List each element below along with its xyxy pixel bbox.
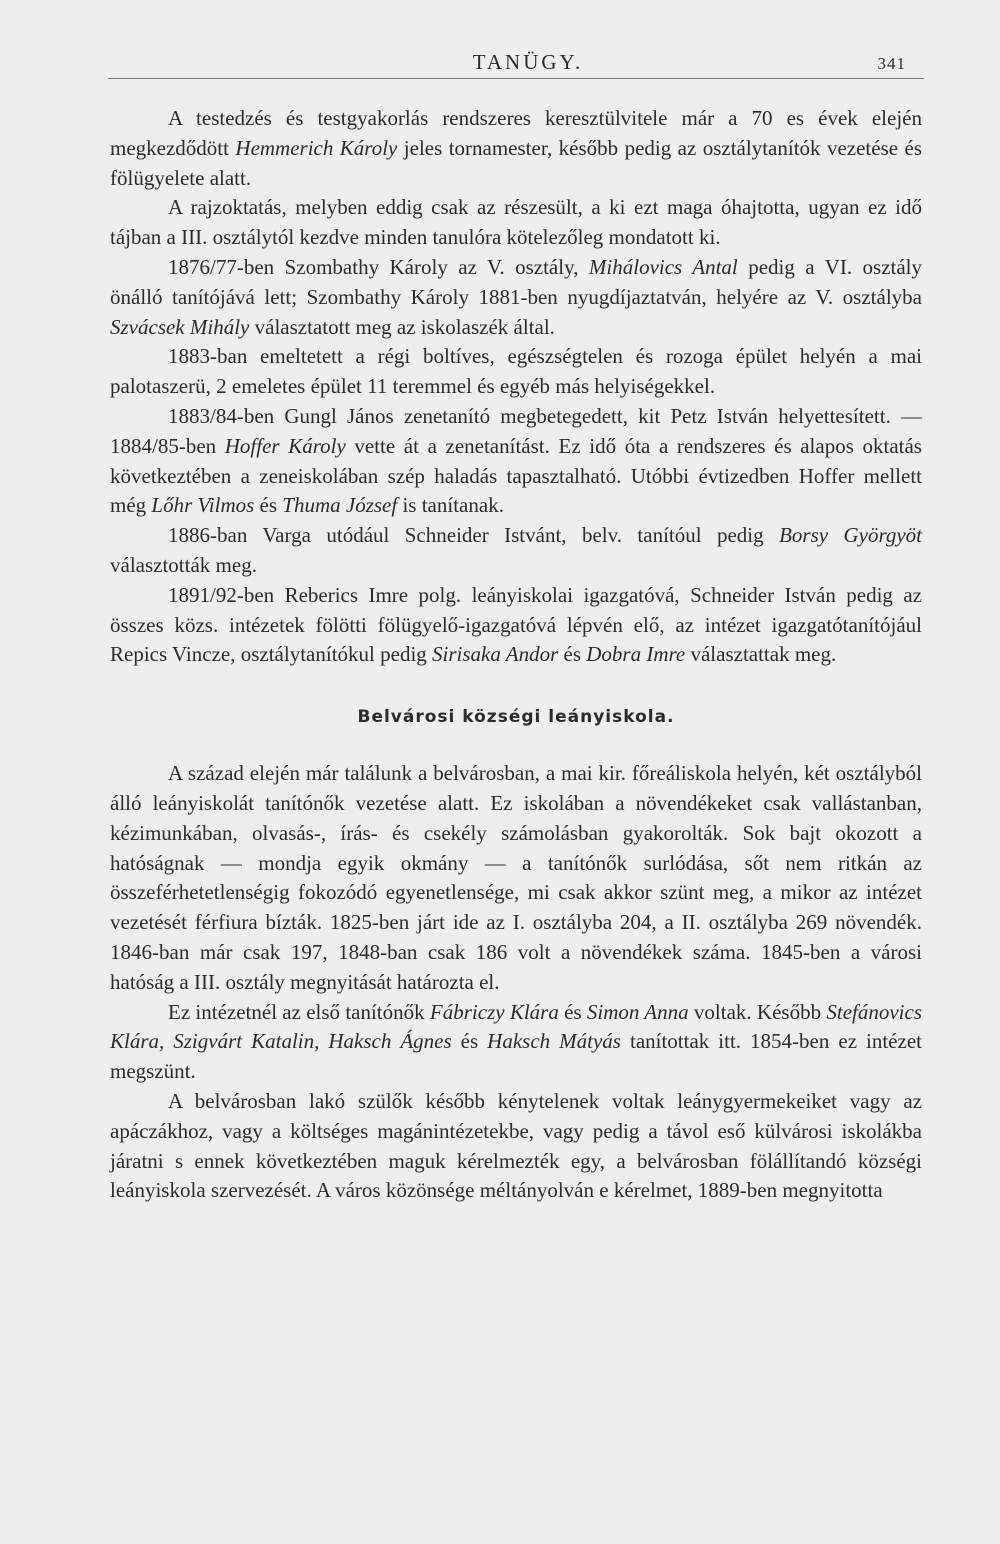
text-run: választattak meg. [685, 642, 837, 667]
paragraph [110, 253, 922, 342]
paragraph [110, 193, 922, 253]
paragraph [110, 1087, 922, 1206]
body-text [110, 104, 922, 1206]
text-run: 1883/84-ben Gungl János zenetanító megbetegedett, kit Petz István helyettesített. — 1884/85-ben [110, 403, 922, 458]
text-run: A belvárosban lakó szülők később kénytelenek voltak leánygyermekeiket vagy az apáczákhoz, vagy a költséges magánintézetekbe, vagy pedig a távol eső külvárosi iskolákba járatni s ennek következtében maguk kérelmezték egy, a belvárosban fölállítandó községi leányiskola szervezését. A város közönsége méltányolván e kérelmet, 1889-ben megnyitotta [110, 1088, 922, 1203]
italic-name: Szvácsek Mihály [110, 314, 250, 339]
paragraphs-after-section [110, 759, 922, 1206]
paragraphs-before-section [110, 104, 922, 670]
text-run: tanítottak itt. 1854-ben ez intézet megszünt. [110, 1029, 922, 1084]
text-run: 1886-ban Varga utódául Schneider Istvánt, belv. tanítóul pedig [168, 523, 780, 548]
text-run: A rajzoktatás, melyben eddig csak az részesült, a ki ezt maga óhajtotta, ugyan ez idő tájban a III. osztálytól kezdve minden tanulóra kötelezőleg mondatott ki. [110, 195, 922, 250]
paragraph [110, 581, 922, 670]
italic-name: Fábriczy Klára [429, 999, 559, 1024]
italic-name: Hemmerich Károly [235, 135, 398, 160]
text-run: 1876/77-ben Szombathy Károly az V. osztály, [168, 254, 589, 279]
section-title: Belvárosi községi leányiskola. [357, 707, 675, 728]
italic-name: Sirisaka Andor [432, 642, 559, 667]
page-number: 341 [877, 54, 906, 73]
text-run: és [558, 999, 587, 1024]
paragraph [110, 402, 922, 521]
text-run: is tanítanak. [397, 493, 504, 518]
italic-name: Borsy Györgyöt [779, 523, 923, 548]
text-run: jeles tornamester, később pedig az osztálytanítók vezetése és fölügyelete alatt. [110, 135, 923, 190]
italic-name: Stefánovics Klára, Szigvárt Katalin, Haksch Ágnes [110, 999, 922, 1054]
italic-name: Mihálovics Antal [588, 254, 738, 279]
text-run: 1883-ban emeltetett a régi boltíves, egészségtelen és rozoga épület helyén a mai palotaszerü, 2 emeletes épület 11 teremmel és egyéb más helyiségekkel. [110, 344, 922, 399]
text-run: és [451, 1029, 488, 1054]
text-run: választották meg. [110, 552, 257, 577]
text-run: és [558, 642, 587, 667]
text-run: és [254, 493, 283, 518]
text-run: vette át a zenetanítást. Ez idő óta a rendszeres és alapos oktatás következtében a zeneiskolában szép haladás tapasztalható. Utóbbi évtizedben Hoffer mellett még [110, 433, 922, 518]
page-header [108, 44, 924, 84]
italic-name: Lőhr Vilmos [151, 493, 255, 518]
header-rule [108, 78, 924, 79]
paragraph [110, 104, 922, 193]
italic-name: Dobra Imre [586, 642, 686, 667]
paragraph [110, 342, 922, 402]
text-run: A század elején már találunk a belvárosban, a mai kir. főreáliskola helyén, két osztályból álló leányiskolát tanítónők vezetése alatt. Ez iskolában a növendékeket csak vallástanban, kézimunkában, olvasás-, írás- és csekély számolásban gyakorolták. Sok bajt okozott a hatóságnak — mondja egyik okmány — a tanítónők surlódása, sőt nem ritkán az összeférhetetlenségig fokozódó egyenetlensége, mi csak akkor szünt meg, a mikor az intézet vezetését férfiura bízták. 1825-ben járt ide az I. osztályba 204, a II. osztályba 269 növendék. 1846-ban már csak 197, 1848-ban csak 186 volt a növendékek száma. 1845-ben a városi hatóság a III. osztály megnyitását határozta el. [110, 761, 922, 994]
italic-name: Hoffer Károly [224, 433, 346, 458]
paragraph [110, 521, 922, 581]
running-title: TANÜGY. [472, 50, 584, 74]
text-run: 1891/92-ben Reberics Imre polg. leányiskolai igazgatóvá, Schneider István pedig az összes közs. intézetek fölötti fölügyelő-igazgatóvá lépvén elő, az intézet igazgatótanítójául Repics Vincze, osztálytanítókul pedig [110, 582, 922, 667]
text-run: Ez intézetnél az első tanítónők [168, 999, 430, 1024]
italic-name: Simon Anna [586, 999, 689, 1024]
text-run: voltak. Később [688, 999, 827, 1024]
italic-name: Thuma József [282, 493, 398, 518]
text-run: választatott meg az iskolaszék által. [249, 314, 555, 339]
paragraph [110, 998, 922, 1087]
text-run: pedig a VI. osztály önálló tanítójává lett; Szombathy Károly 1881-ben nyugdíjaztatván, helyére az V. osztályba [110, 254, 923, 309]
italic-name: Haksch Mátyás [487, 1029, 621, 1054]
text-run: A testedzés és testgyakorlás rendszeres keresztülvitele már a 70 es évek elején megkezdődött [110, 106, 922, 160]
paragraph [110, 759, 922, 997]
